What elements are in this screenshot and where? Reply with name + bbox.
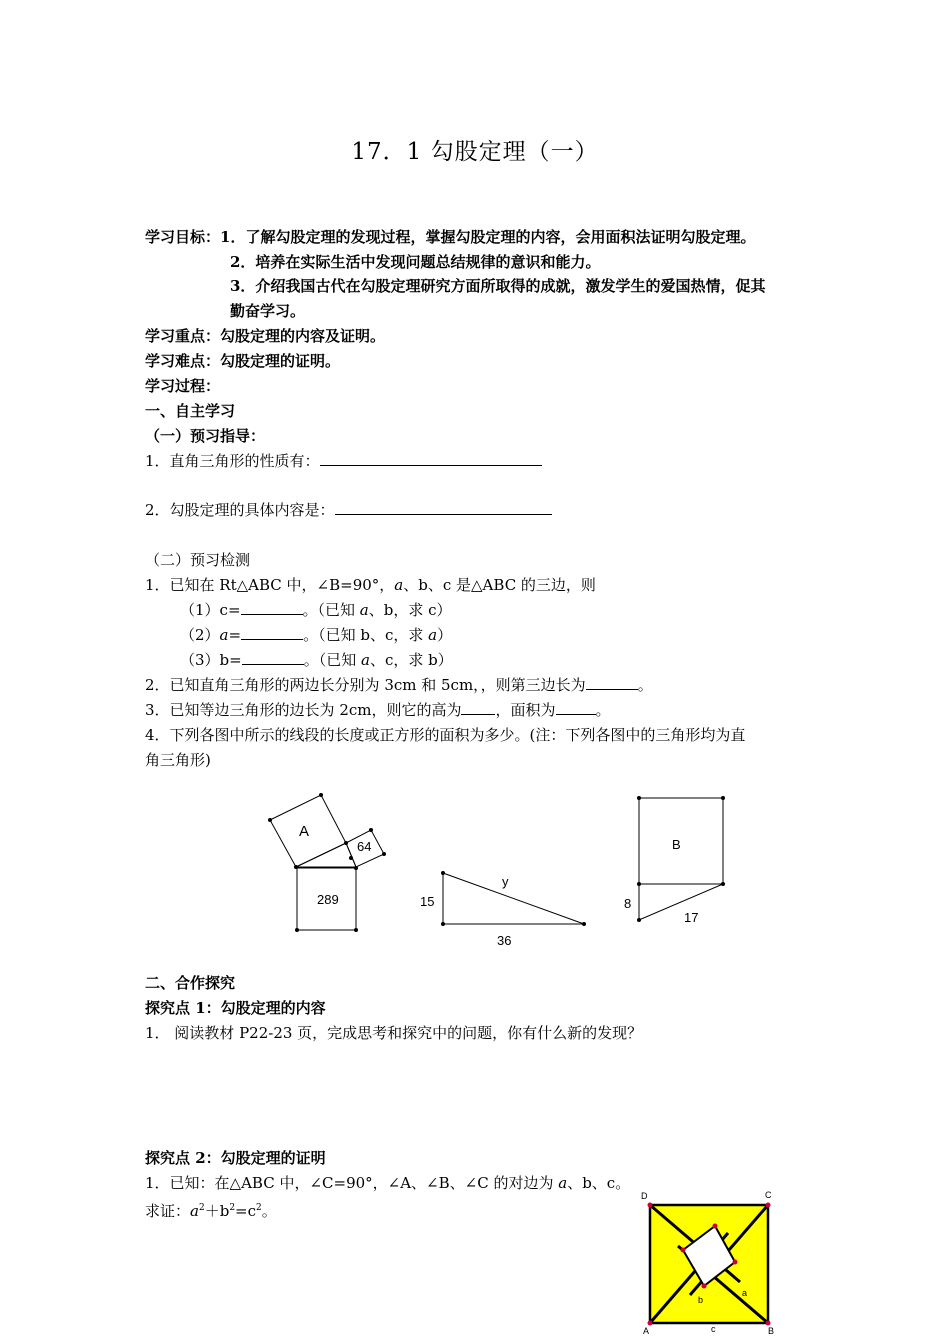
proof-figure	[630, 1186, 790, 1342]
exponent: 2	[198, 1203, 205, 1213]
answer-blank[interactable]	[320, 451, 542, 466]
text: =	[228, 626, 242, 644]
label-a-side: a	[742, 1288, 748, 1298]
text: ）	[437, 626, 453, 644]
section-1-heading: 一、自主学习	[145, 402, 236, 420]
answer-blank[interactable]	[586, 675, 638, 690]
label-64: 64	[357, 839, 372, 854]
answer-blank[interactable]	[241, 600, 303, 615]
label-15: 15	[420, 894, 435, 909]
text: 、b、c。	[567, 1174, 631, 1192]
text: 。	[261, 1202, 277, 1220]
text: 、b、c 是△ABC 的三边，则	[403, 576, 596, 594]
text: （2）	[180, 626, 220, 644]
exponent: 2	[229, 1203, 236, 1213]
check-question-2	[145, 675, 653, 695]
var-a: a	[190, 1202, 199, 1220]
label-d: D	[641, 1191, 648, 1201]
label-y: y	[502, 874, 509, 889]
var-a: a	[394, 576, 404, 594]
check-question-1-2	[180, 625, 452, 645]
text: ＋b	[204, 1202, 230, 1220]
guide-question-2	[145, 500, 552, 520]
var-a: a	[428, 626, 438, 644]
check-question-1	[145, 575, 596, 595]
objective-2: 2．培养在实际生活中发现问题总结规律的意识和能力。	[230, 253, 601, 271]
exponent: 2	[256, 1203, 262, 1213]
explore-2-title: 探究点 2：勾股定理的证明	[145, 1149, 326, 1167]
triangle-3	[639, 884, 723, 920]
text: =c	[235, 1202, 257, 1220]
text: 求证：	[145, 1202, 191, 1220]
guide-question-1-text: 1．直角三角形的性质有：	[145, 452, 320, 470]
objective-3b: 勤奋学习。	[230, 302, 306, 320]
figure-2	[420, 871, 586, 948]
answer-blank[interactable]	[241, 625, 303, 640]
guide-question-2-text: 2．勾股定理的具体内容是：	[145, 501, 335, 519]
vertex-dots	[268, 793, 386, 932]
check-question-3	[145, 700, 611, 720]
objective-3a: 3．介绍我国古代在勾股定理研究方面所取得的成就，激发学生的爱国热情，促其	[230, 277, 766, 295]
triangle-2	[443, 873, 584, 924]
var-a: a	[359, 601, 369, 619]
guide-heading: （一）预习指导：	[145, 427, 266, 445]
text: 。（已知 b、c，求	[303, 626, 429, 644]
figures-row	[0, 780, 950, 960]
var-a: a	[219, 626, 229, 644]
label-a-vertex: A	[643, 1326, 650, 1336]
key-point: 学习重点：勾股定理的内容及证明。	[145, 327, 386, 345]
explore-1-question: 1． 阅读教材 P22-23 页，完成思考和探究中的问题，你有什么新的发现？	[145, 1024, 643, 1042]
label-8: 8	[624, 896, 632, 911]
label-c-side: c	[711, 1324, 716, 1334]
answer-blank[interactable]	[242, 650, 304, 665]
label-17: 17	[684, 910, 699, 925]
label-a: A	[299, 823, 310, 840]
objective-1-text: 1．了解勾股定理的发现过程，掌握勾股定理的内容，会用面积法证明勾股定理。	[220, 228, 756, 246]
label-b: B	[672, 837, 681, 852]
explore-1-title: 探究点 1：勾股定理的内容	[145, 999, 326, 1017]
page-title: 17．1 勾股定理（一）	[351, 139, 599, 165]
var-a: a	[558, 1174, 568, 1192]
label-b-side: b	[698, 1295, 704, 1305]
label-b-vertex: B	[768, 1326, 775, 1336]
text: 1．已知：在△ABC 中，∠C=90°，∠A、∠B、∠C 的对边为	[145, 1174, 559, 1192]
text: 。	[595, 701, 611, 719]
objective-1	[145, 227, 755, 247]
check-question-1-1	[180, 600, 452, 620]
answer-blank[interactable]	[461, 700, 495, 715]
check-question-4a: 4．下列各图中所示的线段的长度或正方形的面积为多少。(注：下列各图中的三角形均为直	[145, 726, 746, 744]
figure-3	[624, 796, 725, 925]
text: （3）b=	[180, 651, 242, 669]
text: ，面积为	[495, 701, 556, 719]
text: 3．已知等边三角形的边长为 2cm，则它的高为	[145, 701, 462, 719]
vertex-dots	[637, 796, 725, 922]
answer-blank[interactable]	[556, 700, 596, 715]
label-36: 36	[497, 933, 512, 948]
label-289: 289	[317, 892, 339, 907]
text: 、c，求 b）	[369, 651, 453, 669]
text: 。（已知	[302, 601, 360, 619]
process-heading: 学习过程：	[145, 377, 221, 395]
label-c-vertex: C	[765, 1190, 772, 1200]
guide-question-1	[145, 451, 542, 471]
explore-2-question	[145, 1173, 630, 1193]
explore-2-prove	[145, 1198, 277, 1221]
answer-blank[interactable]	[335, 500, 552, 515]
objectives-label: 学习目标：	[145, 228, 221, 246]
section-2-heading: 二、合作探究	[145, 974, 236, 992]
var-a: a	[361, 651, 370, 669]
square-b	[639, 798, 723, 884]
text: 、b，求 c）	[368, 601, 452, 619]
difficulty: 学习难点：勾股定理的证明。	[145, 352, 341, 370]
check-question-4b: 角三角形)	[145, 751, 211, 769]
check-heading: （二）预习检测	[145, 551, 251, 569]
text: （1）c=	[180, 601, 241, 619]
text: 。	[637, 676, 653, 694]
check-question-1-3	[180, 650, 453, 670]
text: 1．已知在 Rt△ABC 中，∠B=90°，	[145, 576, 395, 594]
text: 2．已知直角三角形的两边长分别为 3cm 和 5cm，，则第三边长为	[145, 676, 586, 694]
text: 。（已知	[303, 651, 361, 669]
figure-1	[268, 793, 386, 932]
